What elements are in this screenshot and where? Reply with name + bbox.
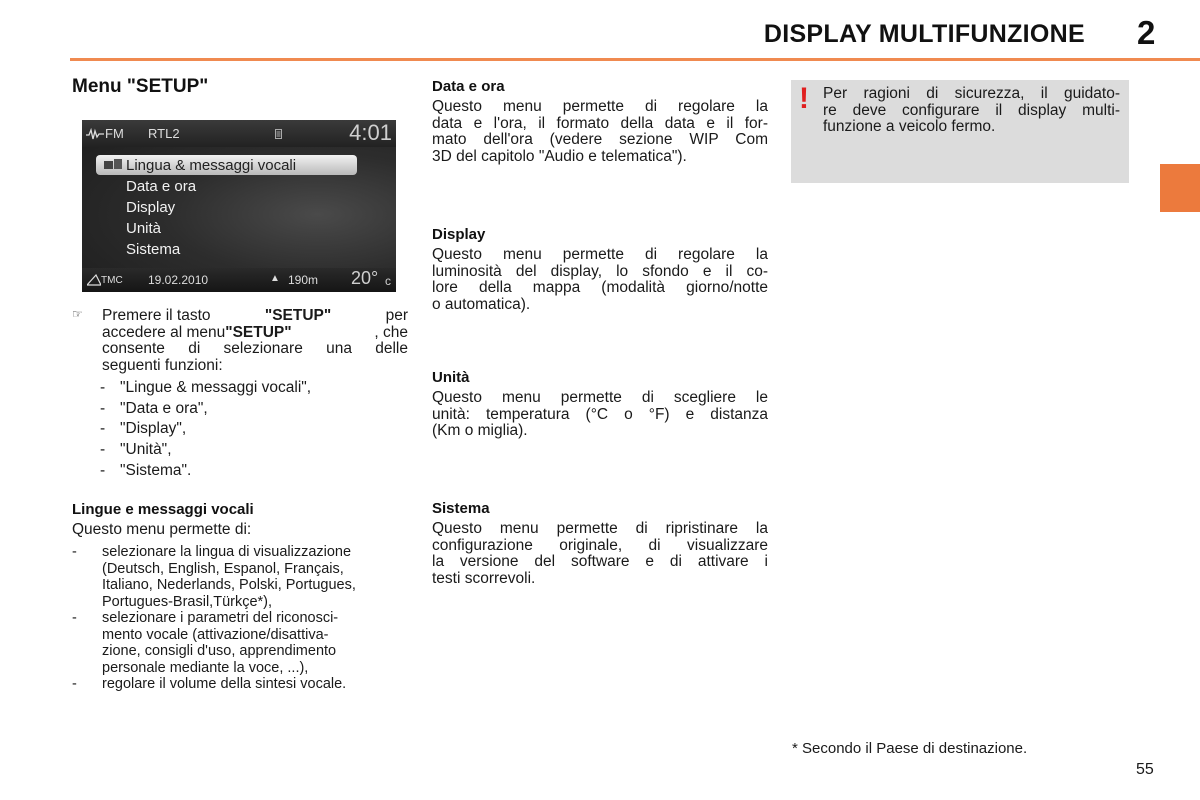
instruction-line: consente di selezionare una delle [102,340,408,357]
setup-menu-label: "SETUP" [225,323,292,341]
bullet-line: (Deutsch, English, Espanol, Français, [102,560,344,577]
traffic-icon [87,274,101,286]
bullet-line: selezionare i parametri del riconosci- [102,610,339,626]
screen-band: FM [105,126,124,141]
radio-wave-icon [86,128,104,140]
sistema-body [432,521,768,587]
section-heading-display: Display [432,226,486,243]
instruction-text: , che [374,323,408,341]
unita-body [432,390,768,440]
body-line: Questo menu permette di regolare la [432,98,768,115]
chapter-number: 2 [1137,14,1156,51]
body-line: la versione del software e di attivare i [432,553,768,570]
list-item: - regolare il volume della sintesi vocale. [72,676,408,693]
footnote: * Secondo il Paese di destinazione. [792,740,1028,757]
bullet-line: zione, consigli d'uso, apprendimento [102,643,337,659]
option-label: "Data e ora", [120,399,208,417]
screen-menu-item: Data e ora [126,178,197,195]
body-line: Questo menu permette di scegliere le [432,389,768,406]
list-item: - "Data e ora", [100,399,208,417]
page-number: 55 [1136,761,1154,778]
option-label: "Display", [120,420,187,438]
bullet-line: selezionare la lingua di visualizzazione [102,544,352,560]
bullet-line: mento vocale (attivazione/disattiva- [102,626,329,643]
body-line: testi scorrevoli. [432,569,536,587]
option-label: "Unità", [120,441,172,459]
bullet-line: personale mediante la voce, ...), [102,659,309,676]
display-screen [82,120,396,292]
bullet-line: Portugues-Brasil,Türkçe*), [102,593,273,610]
screen-menu-item: Unità [126,220,162,237]
screen-top-bar [82,120,396,147]
header-rule [70,58,1200,61]
instruction-line [102,308,408,325]
option-label: "Lingue & messaggi vocali", [120,379,312,396]
note-line: funzione a veicolo fermo. [823,118,996,135]
lingue-intro: Questo menu permette di: [72,521,252,538]
body-line: 3D del capitolo "Audio e telematica"). [432,147,687,165]
section-heading-sistema: Sistema [432,500,490,517]
data-ora-body [432,99,768,165]
screen-temp-unit: c [385,274,391,288]
instruction-text: per [385,307,408,324]
list-item: - selezionare la lingua di visualizzazione (Deutsch, English, Espanol, Français, Italiano, Nederlands, Polski, Portugues, Portugues-Brasil,Türkçe*), [72,544,408,610]
section-heading-unita: Unità [432,369,470,386]
section-heading-data-ora: Data e ora [432,78,505,95]
phone-icon [275,129,282,139]
page-title: DISPLAY MULTIFUNZIONE [763,20,1085,48]
body-line: lore della mappa (modalità giorno/notte [432,279,768,296]
body-line: mato dell'ora (vedere sezione WIP Com [432,131,768,148]
instruction-line [102,325,408,342]
bullet-line: Italiano, Nederlands, Polski, Portugues, [102,577,356,593]
setup-options-list [100,378,311,482]
list-item: - "Sistema". [100,461,192,479]
note-line: re deve configurare il display multi- [823,101,1120,119]
body-line: (Km o miglia). [432,422,528,439]
screen-menu-item: Sistema [126,241,181,258]
altitude-icon: ▲ [270,273,280,284]
bullet-line: regolare il volume della sintesi vocale. [102,676,347,692]
chapter-tab-marker [1160,164,1200,212]
safety-note-text [823,86,1120,136]
body-line: configurazione originale, di visualizzare [432,536,768,554]
instruction-text: accedere al menu [102,323,226,341]
screen-temperature: 20° [351,268,379,288]
list-item: - selezionare i parametri del riconosci- mento vocale (attivazione/disattiva- zione, consigli d'uso, apprendimento personale mediante la voce, ...), [72,610,408,676]
body-line: o automatica). [432,295,531,313]
list-item: - "Lingue & messaggi vocali", [100,379,312,396]
screen-altitude: 190m [288,273,319,287]
section-heading-lingue: Lingue e messaggi vocali [72,501,254,518]
screen-menu-item: Display [126,199,176,216]
body-line: Questo menu permette di ripristinare la [432,520,768,537]
note-line: Per ragioni di sicurezza, il guidato- [823,85,1120,102]
lingue-list [72,544,408,693]
body-line: unità: temperatura (°C o °F) e distanza [432,405,768,423]
screen-date: 19.02.2010 [148,273,209,287]
screen-clock: 4:01 [349,120,392,145]
setup-title: Menu "SETUP" [72,76,209,97]
instruction-text: Premere il tasto [102,307,211,324]
screen-tmc: TMC [101,275,123,286]
instruction-line: seguenti funzioni: [102,356,223,374]
setup-instruction [102,308,408,374]
setup-key-label: "SETUP" [264,307,332,324]
body-line: data e l'ora, il formato della data e il for- [432,114,768,132]
body-line: luminosità del display, lo sfondo e il co- [432,262,768,280]
screen-bottom-bar [82,268,396,292]
list-item: - "Unità", [100,441,172,459]
warning-icon: ! [799,82,809,115]
display-body [432,247,768,313]
option-label: "Sistema". [120,461,192,479]
screen-menu-item: Lingua & messaggi vocali [126,157,297,174]
pointing-hand-icon: ☞ [72,307,83,321]
body-line: Questo menu permette di regolare la [432,246,768,263]
list-item: - "Display", [100,420,187,438]
screen-station: RTL2 [148,126,180,141]
speech-settings-icon [104,159,122,171]
